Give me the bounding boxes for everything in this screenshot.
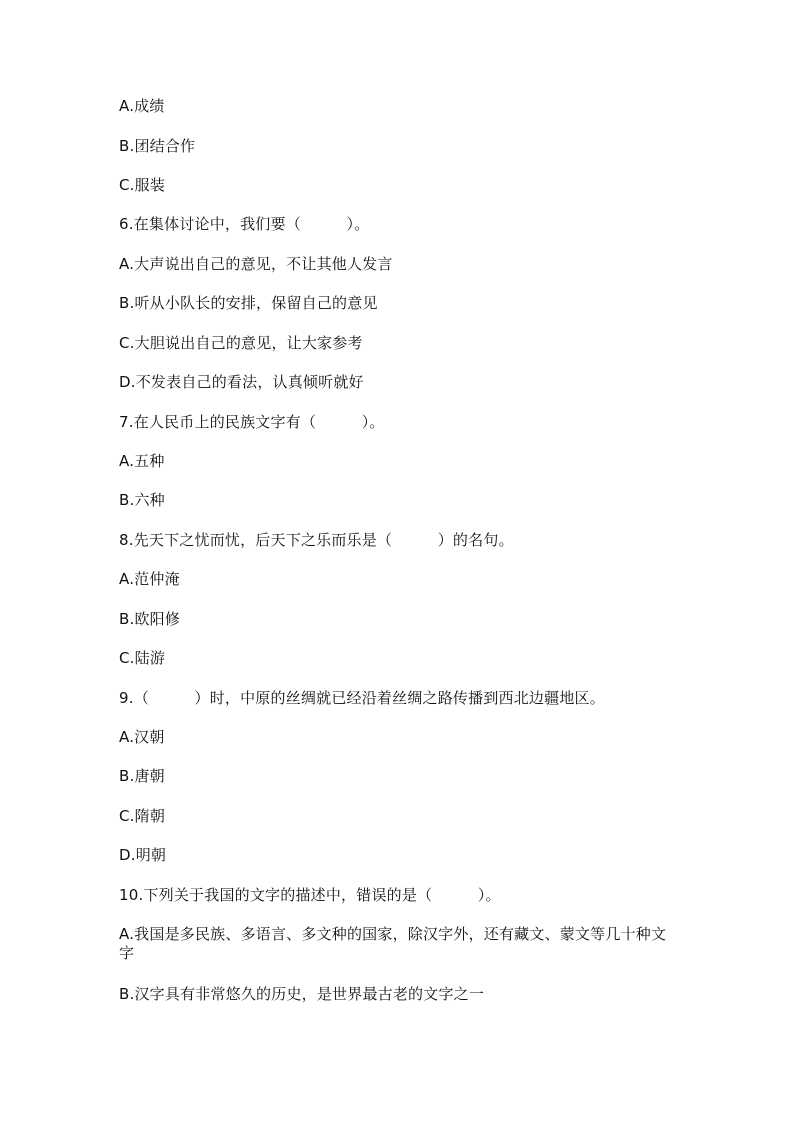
option-q10-b: B.汉字具有非常悠久的历史，是世界最古老的文字之一 bbox=[119, 985, 485, 1003]
option-q7-a: A.五种 bbox=[119, 452, 165, 470]
question-7: 7.在人民币上的民族文字有（ ）。 bbox=[119, 413, 385, 431]
option-q5-c: C.服装 bbox=[119, 176, 166, 194]
question-10: 10.下列关于我国的文字的描述中，错误的是（ ）。 bbox=[119, 886, 501, 904]
option-q9-d: D.明朝 bbox=[119, 846, 167, 864]
option-q9-b: B.唐朝 bbox=[119, 767, 165, 785]
question-8: 8.先天下之忧而忧，后天下之乐而乐是（ ）的名句。 bbox=[119, 531, 514, 549]
option-q9-c: C.隋朝 bbox=[119, 807, 166, 825]
option-q8-b: B.欧阳修 bbox=[119, 610, 181, 628]
option-q6-c: C.大胆说出自己的意见，让大家参考 bbox=[119, 334, 363, 352]
question-9: 9.（ ）时，中原的丝绸就已经沿着丝绸之路传播到西北边疆地区。 bbox=[119, 689, 605, 707]
option-q8-a: A.范仲淹 bbox=[119, 570, 180, 588]
option-q10-a: A.我国是多民族、多语言、多文种的国家，除汉字外，还有藏文、蒙文等几十种文字 bbox=[119, 925, 667, 962]
option-q5-a: A.成绩 bbox=[119, 97, 165, 115]
option-q6-a: A.大声说出自己的意见，不让其他人发言 bbox=[119, 255, 393, 273]
option-q5-b: B.团结合作 bbox=[119, 137, 196, 155]
option-q6-b: B.听从小队长的安排，保留自己的意见 bbox=[119, 294, 378, 312]
option-q9-a: A.汉朝 bbox=[119, 728, 165, 746]
option-q6-d: D.不发表自己的看法，认真倾听就好 bbox=[119, 373, 364, 391]
question-6: 6.在集体讨论中，我们要（ ）。 bbox=[119, 215, 370, 233]
option-q7-b: B.六种 bbox=[119, 491, 165, 509]
option-q8-c: C.陆游 bbox=[119, 649, 166, 667]
